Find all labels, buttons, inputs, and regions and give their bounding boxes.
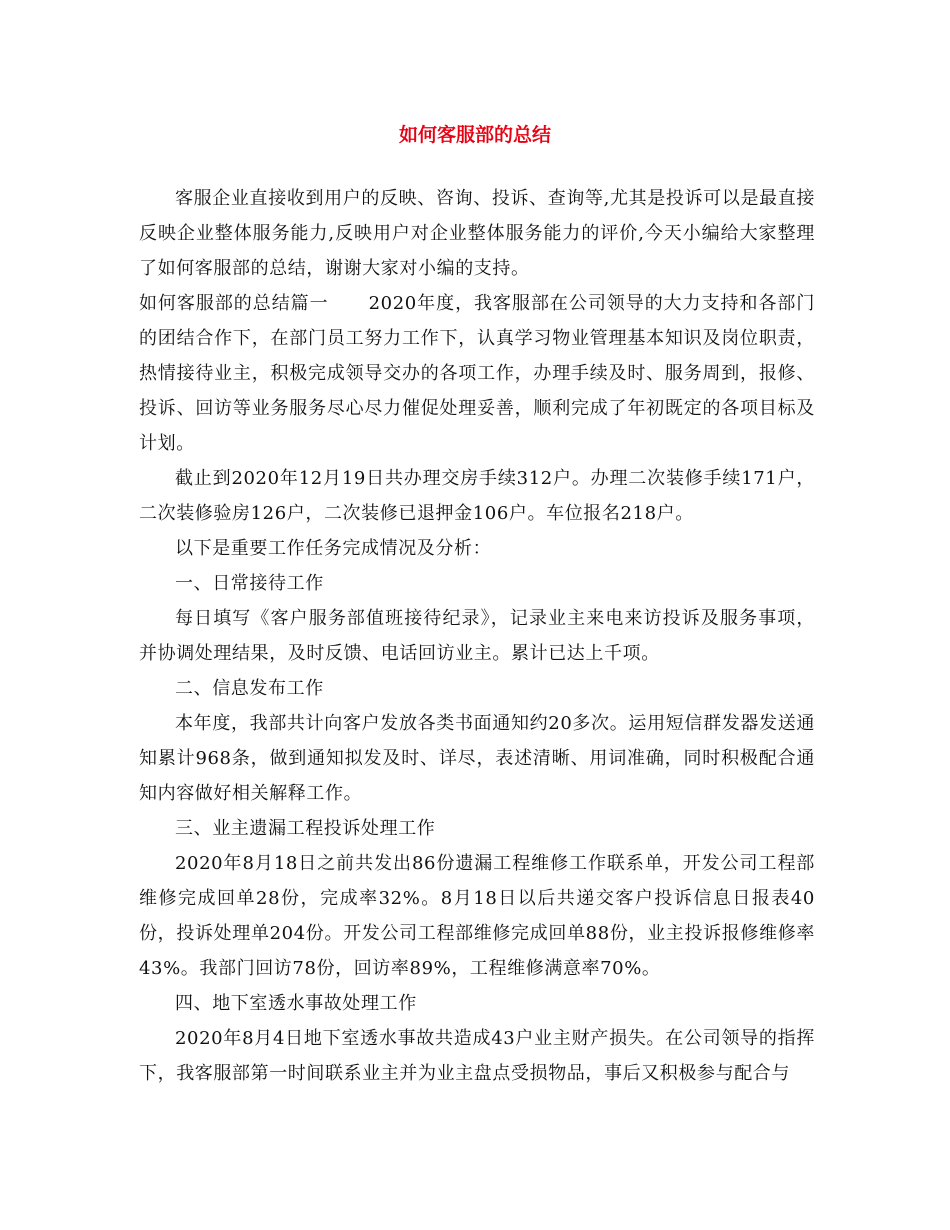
paragraph-info-release: 本年度，我部共计向客户发放各类书面通知约20多次。运用短信群发器发送通知累计968条，做到通知拟发及时、详尽，表述清晰、用词准确，同时积极配合通知内容做好相关解释工作。 (139, 713, 815, 804)
paragraph-omitted-works: 2020年8月18日之前共发出86份遗漏工程维修工作联系单，开发公司工程部维修完成回单28份，完成率32%。8月18日以后共递交客户投诉信息日报表40份，投诉处理单204份。开发公司工程部维修完成回单88份，业主投诉报修维修率43%。我部门回访78份，回访率89%，工程维修满意率70%。 (139, 853, 815, 979)
heading-omitted-works: 三、业主遗漏工程投诉处理工作 (175, 818, 436, 839)
heading-basement-leak: 四、地下室透水事故处理工作 (175, 993, 417, 1014)
heading-daily-reception: 一、日常接待工作 (175, 573, 324, 594)
section-intro-text: 2020年度，我客服部在公司领导的大力支持和各部门的团结合作下，在部门员工努力工作下，认真学习物业管理基本知识及岗位职责，热情接待业主，积极完成领导交办的各项工作，办理手续及时、服务周到，报修、投诉、回访等业务服务尽心尽力催促处理妥善，顺利完成了年初既定的各项目标及计划。 (139, 293, 815, 454)
paragraph-basement-leak: 2020年8月4日地下室透水事故共造成43户业主财产损失。在公司领导的指挥下，我客服部第一时间联系业主并为业主盘点受损物品，事后又积极参与配合与 (139, 1028, 815, 1084)
section-one-paragraph (139, 286, 815, 461)
stats-paragraph: 截止到2020年12月19日共办理交房手续312户。办理二次装修手续171户，二次装修验房126户，二次装修已退押金106户。车位报名218户。 (139, 468, 815, 524)
heading-info-release: 二、信息发布工作 (175, 678, 324, 699)
intro-paragraph: 客服企业直接收到用户的反映、咨询、投诉、查询等,尤其是投诉可以是最直接反映企业整体服务能力,反映用户对企业整体服务能力的评价,今天小编给大家整理了如何客服部的总结，谢谢大家对小编的支持。 (139, 188, 815, 279)
summary-lead: 以下是重要工作任务完成情况及分析： (175, 538, 492, 559)
section-heading: 如何客服部的总结篇一 (139, 293, 329, 314)
document-title: 如何客服部的总结 (398, 124, 551, 146)
document-body (139, 181, 815, 1091)
paragraph-daily-reception: 每日填写《客户服务部值班接待纪录》，记录业主来电来访投诉及服务事项，并协调处理结果，及时反馈、电话回访业主。累计已达上千项。 (139, 608, 815, 664)
